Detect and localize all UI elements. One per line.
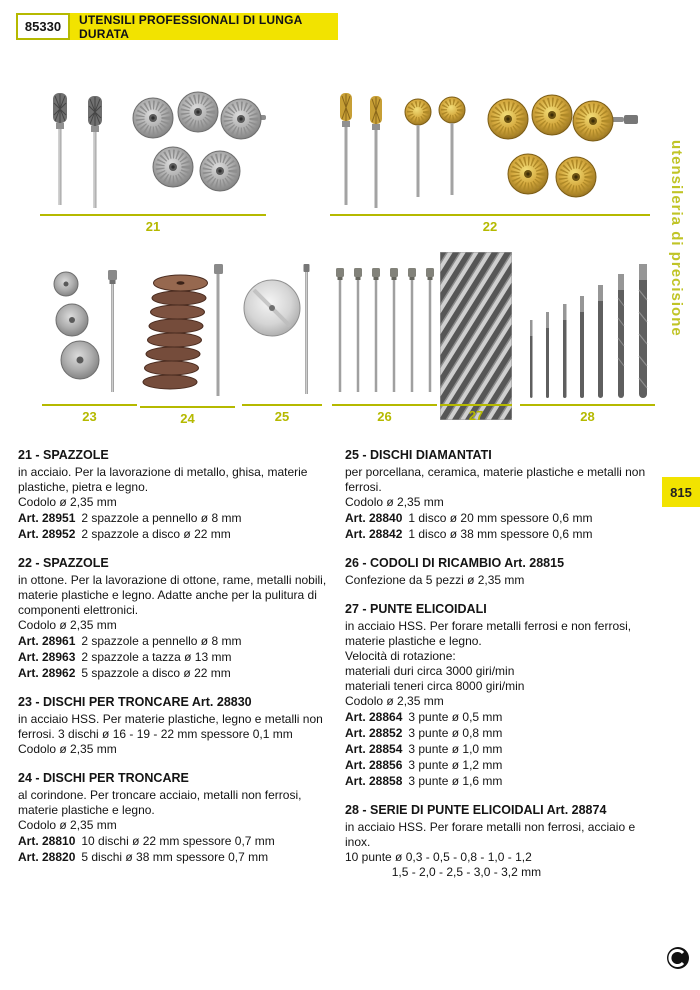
- article-row: [18, 833, 334, 849]
- page-number-badge: 815: [662, 477, 700, 507]
- article-row: [345, 741, 663, 757]
- article-row: [345, 709, 663, 725]
- article-code: Art. 28840: [345, 511, 403, 525]
- figure-rule: [140, 406, 235, 408]
- photo-group-23: [42, 258, 137, 424]
- product-description: Confezione da 5 pezzi ø 2,35 mm: [345, 573, 525, 587]
- product-title: 23 - DISCHI PER TRONCARE Art. 28830: [18, 695, 252, 709]
- photo-group-25: [242, 258, 322, 424]
- article-code: Art. 28963: [18, 650, 76, 664]
- corundum-cutting-discs-photo: [140, 256, 235, 402]
- figure-number: 21: [145, 219, 161, 234]
- article-row: [18, 633, 334, 649]
- article-row: [18, 665, 334, 681]
- product-section-24: [18, 771, 334, 865]
- drill-bit-set-photo: [520, 258, 655, 400]
- article-row: [345, 757, 663, 773]
- product-description: al corindone. Per troncare acciaio, metalli non ferrosi, materie plastiche e legno. Codolo ø 2,35 mm: [18, 788, 302, 832]
- figure-number: 24: [180, 411, 195, 426]
- figure-number: 27: [468, 408, 484, 423]
- article-code: Art. 28951: [18, 511, 76, 525]
- product-section-26: [345, 556, 663, 588]
- article-code: Art. 28852: [345, 726, 403, 740]
- article-code: Art. 28810: [18, 834, 76, 848]
- product-title: 21 - SPAZZOLE: [18, 448, 109, 462]
- product-title: 26 - CODOLI DI RICAMBIO Art. 28815: [345, 556, 565, 570]
- figure-number: 22: [482, 219, 498, 234]
- article-code: Art. 28962: [18, 666, 76, 680]
- article-row: [18, 510, 334, 526]
- figure-rule: [332, 404, 437, 406]
- cutting-discs-hss-photo: [42, 258, 137, 400]
- brass-brushes-photo: [330, 88, 650, 210]
- article-row: [345, 773, 663, 789]
- product-title: 27 - PUNTE ELICOIDALI: [345, 602, 487, 616]
- figure-number: 28: [580, 409, 595, 424]
- photo-group-27: [440, 252, 512, 423]
- article-desc: 5 dischi ø 38 mm spessore 0,7 mm: [81, 850, 269, 864]
- product-title: 24 - DISCHI PER TRONCARE: [18, 771, 189, 785]
- steel-brushes-photo: [40, 88, 266, 210]
- product-section-27: [345, 602, 663, 789]
- side-vertical-label: utensileria di precisione: [668, 140, 685, 337]
- figure-rule: [440, 404, 512, 406]
- article-code: Art. 28854: [345, 742, 403, 756]
- article-desc: 2 spazzole a pennello ø 8 mm: [81, 634, 242, 648]
- product-description: in acciaio HSS. Per forare metalli ferrosi e non ferrosi, materie plastiche e legno. Velocità di rotazione: materiali duri circa 3000 giri/min materiali teneri circa 8000 giri/min Codolo ø 2,35 mm: [345, 619, 632, 708]
- article-row: [345, 526, 663, 542]
- product-title: 25 - DISCHI DIAMANTATI: [345, 448, 492, 462]
- article-row: [18, 526, 334, 542]
- figure-number: 26: [377, 409, 392, 424]
- spare-mandrels-photo: [332, 258, 437, 400]
- article-row: [18, 849, 334, 865]
- figure-rule: [40, 214, 266, 216]
- photo-group-28: [520, 258, 655, 424]
- article-desc: 1 disco ø 20 mm spessore 0,6 mm: [408, 511, 593, 525]
- product-title: 22 - SPAZZOLE: [18, 556, 109, 570]
- article-desc: 2 spazzole a disco ø 22 mm: [81, 527, 231, 541]
- twist-drills-macro-photo: [440, 252, 512, 420]
- article-desc: 3 punte ø 0,8 mm: [408, 726, 503, 740]
- article-desc: 3 punte ø 1,6 mm: [408, 774, 503, 788]
- article-row: [18, 649, 334, 665]
- product-description: in ottone. Per la lavorazione di ottone, rame, metalli nobili, materie plastiche e legno. Adatte anche per la pulitura di componenti elettronici. Codolo ø 2,35 mm: [18, 573, 327, 632]
- article-code: Art. 28952: [18, 527, 76, 541]
- article-desc: 3 punte ø 1,0 mm: [408, 742, 503, 756]
- article-desc: 2 spazzole a pennello ø 8 mm: [81, 511, 242, 525]
- article-code: Art. 28820: [18, 850, 76, 864]
- photo-group-24: [140, 256, 235, 426]
- product-section-22: [18, 556, 334, 681]
- article-code: Art. 28856: [345, 758, 403, 772]
- product-section-25: [345, 448, 663, 542]
- text-column-right: [345, 448, 663, 894]
- article-desc: 3 punte ø 0,5 mm: [408, 710, 503, 724]
- product-title: 28 - SERIE DI PUNTE ELICOIDALI Art. 28874: [345, 803, 607, 817]
- product-section-28: [345, 803, 663, 880]
- photo-group-22: [330, 88, 650, 234]
- figure-number: 23: [82, 409, 97, 424]
- text-column-left: [18, 448, 334, 879]
- article-desc: 2 spazzole a tazza ø 13 mm: [81, 650, 232, 664]
- article-row: [345, 725, 663, 741]
- article-row: [345, 510, 663, 526]
- product-description: in acciaio HSS. Per forare metalli non ferrosi, acciaio e inox. 10 punte ø 0,3 - 0,5 - 0,8 - 1,0 - 1,2 1,5 - 2,0 - 2,5 - 3,0 - 3,2 mm: [345, 820, 636, 879]
- diamond-disc-photo: [242, 258, 322, 400]
- figure-rule: [42, 404, 137, 406]
- article-desc: 3 punte ø 1,2 mm: [408, 758, 503, 772]
- product-description: in acciaio HSS. Per materie plastiche, legno e metalli non ferrosi. 3 dischi ø 16 - 19 - 22 mm spessore 0,1 mm Codolo ø 2,35 mm: [18, 712, 323, 756]
- product-description: per porcellana, ceramica, materie plastiche e metalli non ferrosi. Codolo ø 2,35 mm: [345, 465, 646, 509]
- photo-group-21: [40, 88, 266, 234]
- photo-group-26: [332, 258, 437, 424]
- catalog-code: 85330: [16, 13, 70, 40]
- article-desc: 10 dischi ø 22 mm spessore 0,7 mm: [81, 834, 275, 848]
- product-section-21: [18, 448, 334, 542]
- header-banner: UTENSILI PROFESSIONALI DI LUNGA DURATA: [70, 13, 338, 40]
- publisher-logo-icon: [666, 946, 690, 970]
- article-code: Art. 28961: [18, 634, 76, 648]
- article-code: Art. 28842: [345, 527, 403, 541]
- article-desc: 1 disco ø 38 mm spessore 0,6 mm: [408, 527, 593, 541]
- product-section-23: [18, 695, 334, 757]
- figure-number: 25: [274, 409, 290, 424]
- article-code: Art. 28864: [345, 710, 403, 724]
- figure-rule: [242, 404, 322, 406]
- article-desc: 5 spazzole a disco ø 22 mm: [81, 666, 231, 680]
- figure-rule: [330, 214, 650, 216]
- product-description: in acciaio. Per la lavorazione di metallo, ghisa, materie plastiche, pietra e legno. Codolo ø 2,35 mm: [18, 465, 308, 509]
- article-code: Art. 28858: [345, 774, 403, 788]
- figure-rule: [520, 404, 655, 406]
